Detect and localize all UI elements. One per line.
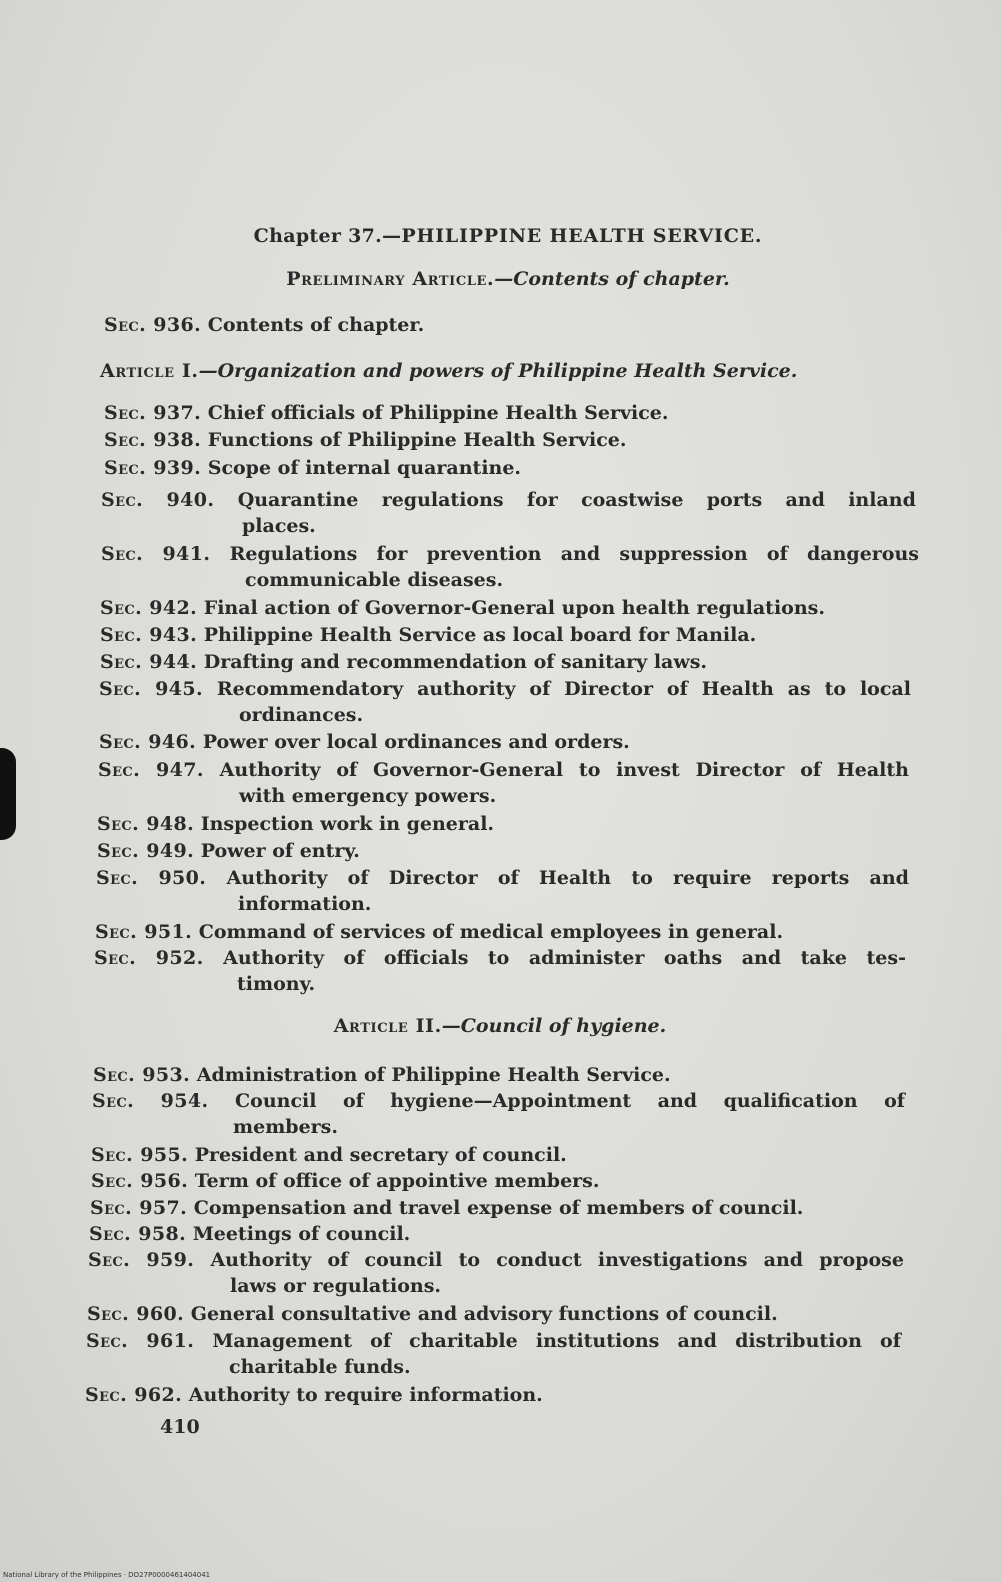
section-word: Director: [564, 678, 653, 700]
section-continuation: places.: [242, 515, 316, 537]
section-number: 947.: [155, 759, 204, 781]
section-entry: [101, 487, 916, 539]
section-entry: [99, 729, 630, 755]
section-number: 961.: [146, 1330, 195, 1352]
section-title: Compensation and travel expense of members of council.: [193, 1197, 804, 1219]
section-word: and: [741, 947, 782, 969]
section-number: Sec.: [99, 678, 142, 700]
section-word: of: [336, 759, 358, 781]
section-number: Sec. 943.: [100, 624, 198, 646]
section-entry: [98, 757, 909, 809]
section-word: qualification: [723, 1090, 858, 1112]
section-number: Sec. 942.: [100, 597, 198, 619]
section-word: for: [526, 489, 558, 511]
section-title: Power of entry.: [200, 840, 360, 862]
article-2-label: Article II.: [333, 1015, 442, 1037]
section-entry: [91, 1142, 567, 1168]
section-number: Sec.: [96, 867, 139, 889]
section-number: 954.: [160, 1090, 209, 1112]
section-continuation: information.: [238, 893, 372, 915]
section-word: reports: [771, 867, 850, 889]
section-word: Health: [538, 867, 612, 889]
section-number: Sec. 936.: [104, 314, 202, 336]
section-number: Sec.: [101, 543, 144, 565]
section-word: Authority: [219, 759, 321, 781]
section-word: and: [785, 489, 825, 511]
section-word: Governor-General: [372, 759, 564, 781]
section-word: Management: [212, 1330, 352, 1352]
section-number: 959.: [146, 1249, 195, 1271]
section-word: dangerous: [807, 543, 919, 565]
section-word: suppression: [619, 543, 748, 565]
section-word: Authority: [226, 867, 328, 889]
section-number: Sec. 958.: [89, 1223, 187, 1245]
section-number: Sec. 946.: [99, 731, 197, 753]
section-number: Sec.: [98, 759, 141, 781]
section-word: Quarantine: [237, 489, 359, 511]
section-number: Sec. 962.: [85, 1384, 183, 1406]
section-word: as: [787, 678, 811, 700]
section-entry: [94, 945, 906, 997]
section-entry: [88, 1247, 904, 1299]
section-word: and: [560, 543, 601, 565]
section-continuation: with emergency powers.: [239, 785, 497, 807]
section-continuation: ordinances.: [239, 704, 364, 726]
section-word: administer: [528, 947, 645, 969]
section-word: Authority: [210, 1249, 312, 1271]
section-word: regulations: [381, 489, 504, 511]
section-word: authority: [417, 678, 516, 700]
section-title: Authority to require information.: [188, 1384, 543, 1406]
section-word: Authority: [223, 947, 324, 969]
section-word: Regulations: [229, 543, 358, 565]
section-title: President and secretary of council.: [194, 1144, 567, 1166]
section-number: Sec.: [88, 1249, 131, 1271]
section-entry: [95, 919, 783, 945]
section-word: Recommendatory: [216, 678, 404, 700]
section-title: Scope of internal quarantine.: [207, 457, 522, 479]
section-word: of: [343, 947, 365, 969]
section-number: Sec.: [86, 1330, 129, 1352]
section-title: General consultative and advisory functions of council.: [190, 1303, 778, 1325]
chapter-heading: [128, 225, 888, 247]
section-word: of: [666, 678, 688, 700]
section-number: Sec. 956.: [91, 1170, 189, 1192]
section-word: council: [364, 1249, 443, 1271]
section-word: to: [578, 759, 601, 781]
section-entry: [87, 1301, 778, 1327]
section-word: require: [673, 867, 752, 889]
section-title: Command of services of medical employees in general.: [198, 921, 784, 943]
section-word: of: [884, 1090, 905, 1112]
section-number: Sec. 938.: [104, 429, 202, 451]
section-word: of: [529, 678, 551, 700]
section-title: Meetings of council.: [192, 1223, 411, 1245]
article-1-heading: [100, 360, 922, 382]
section-word: of: [347, 867, 369, 889]
section-word: and: [657, 1090, 698, 1112]
section-word: tes-: [866, 947, 906, 969]
section-word: hygiene—Appointment: [390, 1090, 632, 1112]
section-word: prevention: [426, 543, 542, 565]
section-entry: [85, 1382, 543, 1408]
section-word: of: [342, 1090, 364, 1112]
section-word: Health: [836, 759, 909, 781]
preliminary-subtitle: —Contents of chapter.: [494, 268, 730, 290]
section-word: of: [497, 867, 519, 889]
section-continuation: charitable funds.: [229, 1356, 411, 1378]
section-word: Director: [388, 867, 478, 889]
section-word: and: [763, 1249, 804, 1271]
section-word: of: [370, 1330, 391, 1352]
chapter-prefix: Chapter 37.—: [253, 225, 402, 247]
section-entry: [97, 838, 360, 864]
library-footer: National Library of the Philippines · DO27P0000461404041: [3, 1571, 211, 1579]
page-number: 410: [160, 1416, 200, 1438]
section-title: Term of office of appointive members.: [194, 1170, 600, 1192]
section-word: charitable: [409, 1330, 518, 1352]
section-word: Council: [235, 1090, 317, 1112]
section-entry: [104, 455, 521, 481]
preliminary-article-heading: [128, 268, 888, 290]
section-word: invest: [616, 759, 680, 781]
section-number: Sec.: [101, 489, 144, 511]
section-title: Chief officials of Philippine Health Service.: [207, 402, 669, 424]
section-entry: [100, 622, 756, 648]
section-number: 941.: [162, 543, 211, 565]
chapter-title: PHILIPPINE HEALTH SERVICE.: [401, 225, 763, 247]
section-word: take: [800, 947, 847, 969]
section-word: local: [859, 678, 911, 700]
section-word: of: [880, 1330, 901, 1352]
section-title: Philippine Health Service as local board for Manila.: [203, 624, 757, 646]
section-word: propose: [819, 1249, 904, 1271]
section-continuation: communicable diseases.: [245, 569, 504, 591]
section-entry: [100, 649, 707, 675]
section-word: to: [824, 678, 847, 700]
section-word: officials: [383, 947, 469, 969]
section-word: Director: [695, 759, 785, 781]
section-number: Sec. 944.: [100, 651, 198, 673]
section-word: of: [800, 759, 822, 781]
section-number: 950.: [158, 867, 207, 889]
article-1-label: Article I.: [100, 360, 199, 382]
section-entry: [97, 811, 494, 837]
section-word: of: [766, 543, 788, 565]
section-entry: [104, 427, 627, 453]
section-entry: [86, 1328, 901, 1380]
section-number: 940.: [166, 489, 215, 511]
section-entry: [91, 1168, 600, 1194]
section-entry: [96, 865, 909, 917]
section-word: to: [487, 947, 510, 969]
section-entry: [100, 595, 825, 621]
section-word: distribution: [735, 1330, 862, 1352]
section-title: Power over local ordinances and orders.: [202, 731, 630, 753]
section-entry: [101, 541, 919, 593]
section-word: coastwise: [581, 489, 684, 511]
section-continuation: laws or regulations.: [230, 1275, 442, 1297]
section-number: 945.: [155, 678, 203, 700]
section-word: for: [376, 543, 408, 565]
section-entry: [93, 1062, 671, 1088]
section-word: ports: [706, 489, 763, 511]
section-word: inland: [848, 489, 916, 511]
section-entry: [104, 312, 424, 338]
section-number: Sec. 957.: [90, 1197, 188, 1219]
section-number: Sec. 960.: [87, 1303, 185, 1325]
section-word: Health: [701, 678, 774, 700]
section-number: Sec.: [94, 947, 137, 969]
section-number: Sec. 937.: [104, 402, 202, 424]
section-word: investigations: [597, 1249, 748, 1271]
section-number: Sec. 948.: [97, 813, 195, 835]
section-number: 952.: [155, 947, 204, 969]
section-title: Drafting and recommendation of sanitary laws.: [203, 651, 708, 673]
section-word: institutions: [535, 1330, 660, 1352]
section-title: Functions of Philippine Health Service.: [207, 429, 627, 451]
section-number: Sec. 939.: [104, 457, 202, 479]
section-number: Sec. 949.: [97, 840, 195, 862]
section-number: Sec. 955.: [91, 1144, 189, 1166]
section-number: Sec. 953.: [93, 1064, 191, 1086]
article-2-heading: [110, 1015, 890, 1037]
section-word: and: [677, 1330, 717, 1352]
section-continuation: members.: [233, 1116, 338, 1138]
section-title: Contents of chapter.: [207, 314, 425, 336]
binding-shadow: [0, 748, 16, 840]
section-continuation: timony.: [237, 973, 316, 995]
section-word: of: [327, 1249, 349, 1271]
section-entry: [92, 1088, 905, 1140]
section-entry: [99, 676, 911, 728]
section-number: Sec. 951.: [95, 921, 193, 943]
article-1-subtitle: —Organization and powers of Philippine Health Service.: [198, 360, 798, 382]
article-2-subtitle: —Council of hygiene.: [441, 1015, 667, 1037]
section-number: Sec.: [92, 1090, 135, 1112]
section-title: Inspection work in general.: [200, 813, 495, 835]
section-entry: [90, 1195, 803, 1221]
section-entry: [104, 400, 669, 426]
section-word: conduct: [496, 1249, 582, 1271]
section-word: to: [631, 867, 653, 889]
preliminary-label: Preliminary Article.: [286, 268, 495, 290]
section-entry: [89, 1221, 410, 1247]
section-title: Administration of Philippine Health Service.: [196, 1064, 671, 1086]
section-word: and: [869, 867, 909, 889]
section-title: Final action of Governor-General upon health regulations.: [203, 597, 825, 619]
section-word: to: [458, 1249, 481, 1271]
section-word: oaths: [663, 947, 723, 969]
